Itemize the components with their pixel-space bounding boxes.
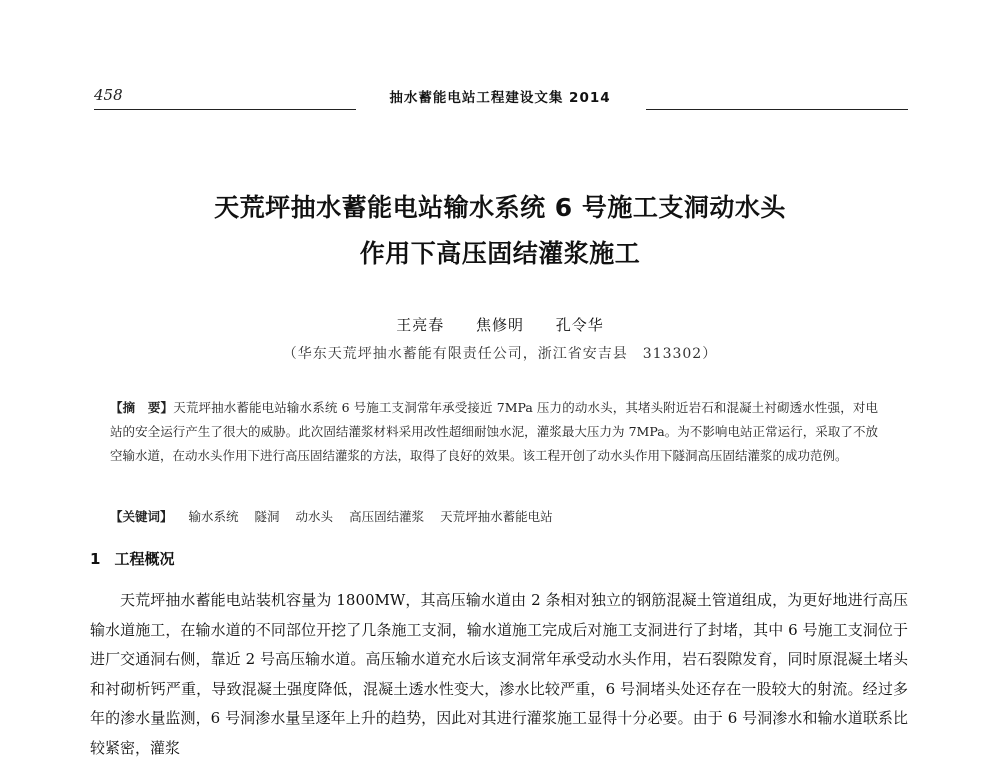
title-line-1: 天荒坪抽水蓄能电站输水系统 6 号施工支洞动水头: [214, 193, 786, 222]
affiliation: （华东天荒坪抽水蓄能有限责任公司，浙江省安吉县 313302）: [282, 346, 718, 362]
header-rule-left: [94, 109, 356, 110]
keywords: [110, 505, 878, 529]
section-heading: [90, 548, 174, 569]
author-3: 孔令华: [555, 316, 604, 334]
section-number: 1: [90, 550, 101, 568]
keyword: 输水系统: [188, 509, 239, 524]
keyword: 天荒坪抽水蓄能电站: [440, 509, 553, 524]
title-line-2: 作用下高压固结灌浆施工: [359, 239, 641, 268]
keywords-label: 【关键词】: [110, 509, 173, 524]
author-2: 焦修明: [475, 316, 524, 334]
page-number: 458: [94, 86, 123, 104]
abstract-text: 天荒坪抽水蓄能电站输水系统 6 号施工支洞常年承受接近 7MPa 压力的动水头，其堵头附近岩石和混凝土衬砌透水性强，对电站的安全运行产生了很大的威胁。此次固结灌浆材料采用改性超细耐蚀水泥，灌浆最大压力为 7MPa。为不影响电站正常运行，采取了不放空输水道，在动水头作用下进行高压固结灌浆的方法，取得了良好的效果。该工程开创了动水头作用下隧洞高压固结灌浆的成功范例。: [110, 400, 878, 463]
keyword: 隧洞: [254, 509, 280, 524]
abstract-label: 【摘 要】: [110, 400, 174, 415]
header-rule-right: [646, 109, 908, 110]
keyword: 高压固结灌浆: [349, 509, 425, 524]
author-1: 王亮春: [396, 316, 445, 334]
authors: [0, 314, 1000, 335]
paper-title: [0, 185, 1000, 277]
running-header: 抽水蓄能电站工程建设文集 2014: [389, 90, 611, 106]
keyword: 动水头: [295, 509, 334, 524]
abstract: [110, 396, 878, 468]
section-title: 工程概况: [114, 550, 175, 568]
body-paragraph: 天荒坪抽水蓄能电站装机容量为 1800MW，其高压输水道由 2 条相对独立的钢筋混凝土管道组成，为更好地进行高压输水道施工，在输水道的不同部位开挖了几条施工支洞，输水道施工完成后对施工支洞进行了封堵，其中 6 号施工支洞位于进厂交通洞右侧，靠近 2 号高压输水道。高压输水道充水后该支洞常年承受动水头作用，岩石裂隙发育，同时原混凝土堵头和衬砌析钙严重，导致混凝土强度降低，混凝土透水性变大，渗水比较严重，6 号洞堵头处还存在一股较大的射流。经过多年的渗水量监测，6 号洞渗水量呈逐年上升的趋势，因此对其进行灌浆施工显得十分必要。由于 6 号洞渗水和输水道联系比较紧密，灌浆: [90, 591, 908, 757]
